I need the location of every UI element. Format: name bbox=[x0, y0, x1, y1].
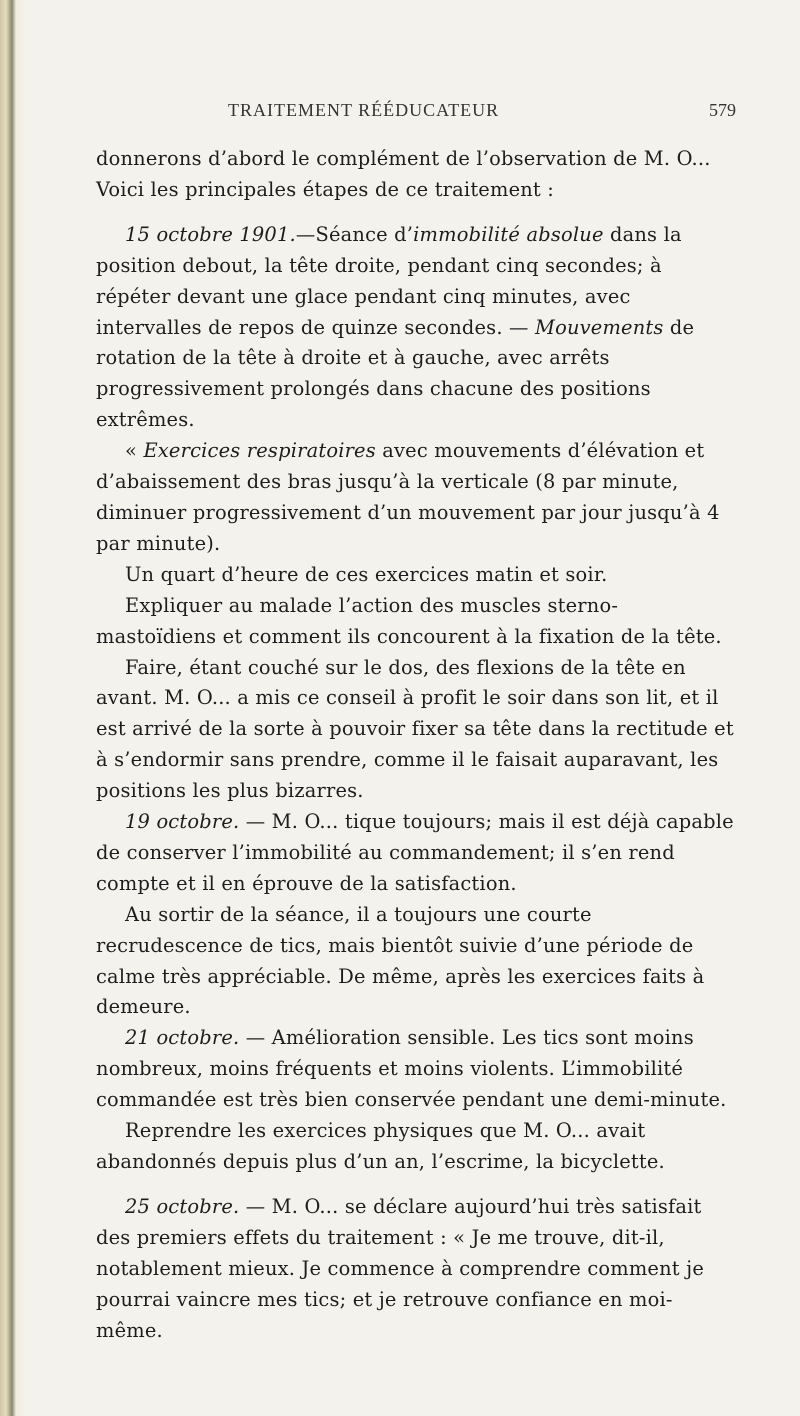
paragraph-reprendre: Reprendre les exercices physiques que M. O... avait abandonnés depuis plus d’un an, l’escrime, la bicyclette. bbox=[96, 1119, 665, 1173]
date-label: 19 octobre. bbox=[125, 810, 240, 834]
book-binding-edge bbox=[0, 0, 26, 1416]
paragraph-text: —Séance d’ bbox=[295, 222, 414, 246]
paragraph-text: — M. O... tique toujours; mais il est déjà capable de conserver l’immobilité au commandement; il s’en rend compte et il en éprouve de la satisfaction. bbox=[96, 810, 734, 895]
paragraph-text: — Amélioration sensible. Les tics sont moins nombreux, moins fréquents et moins violents. L’immobilité commandée est très bien conservée pendant une demi-minute. bbox=[96, 1026, 727, 1112]
emphasis-text: Exercices respiratoires bbox=[143, 439, 376, 463]
paragraph-15-octobre bbox=[96, 220, 736, 436]
paragraph-au-sortir: Au sortir de la séance, il a toujours une courte recrudescence de tics, mais bientôt suivie d’une période de calme très appréciable. De même, après les exercices faits à demeure. bbox=[96, 902, 705, 1019]
date-label: 21 octobre. bbox=[125, 1026, 240, 1050]
paragraph-text: — M. O... se déclare aujourd’hui très satisfait des premiers effets du traitement : « Je me trouve, dit-il, notablement mieux. Je commence à comprendre comment je pourrai vaincre mes tics; et je retrouve confiance en moi-même. bbox=[96, 1194, 705, 1342]
paragraph-text: « bbox=[125, 439, 144, 463]
date-label: 15 octobre 1901. bbox=[125, 222, 296, 246]
date-label: 25 octobre. bbox=[125, 1194, 240, 1218]
paragraph-text: avec mouvements d’élévation et d’abaissement des bras jusqu’à la verticale (8 par minute, diminuer progressivement d’un mouvement par jour jusqu’à 4 par minute). bbox=[96, 439, 720, 555]
paragraph-faire: Faire, étant couché sur le dos, des flexions de la tête en avant. M. O... a mis ce conseil à profit le soir dans son lit, et il est arrivé de la sorte à pouvoir fixer sa tête dans la rectitude et à s’endormir sans prendre, comme il le faisait auparavant, les positions les plus bizarres. bbox=[96, 655, 734, 803]
running-header bbox=[96, 100, 736, 130]
paragraph-19-octobre bbox=[96, 807, 736, 900]
page-body bbox=[96, 144, 736, 1346]
paragraph-25-octobre bbox=[96, 1192, 736, 1347]
running-title: TRAITEMENT RÉÉDUCATEUR bbox=[228, 100, 500, 120]
emphasis-text: Mouvements bbox=[535, 315, 664, 339]
paragraph-quart-heure: Un quart d’heure de ces exercices matin et soir. bbox=[125, 562, 608, 586]
paragraph-21-octobre bbox=[96, 1023, 736, 1116]
page-number: 579 bbox=[709, 100, 736, 120]
paragraph-text: dans la position debout, la tête droite, pendant cinq secondes; à répéter devant une glace pendant cinq minutes, avec intervalles de repos de quinze secondes. — bbox=[96, 222, 682, 339]
paragraph-expliquer: Expliquer au malade l’action des muscles sterno-mastoïdiens et comment ils concourent à la fixation de la tête. bbox=[96, 593, 722, 648]
emphasis-text: immobilité absolue bbox=[413, 222, 604, 246]
paragraph-text: de rotation de la tête à droite et à gauche, avec arrêts progressivement prolongés dans chacune des positions extrêmes. bbox=[96, 315, 695, 432]
paragraph-exercices bbox=[96, 436, 736, 560]
paragraph-intro: donnerons d’abord le complément de l’observation de M. O... Voici les principales étapes de ce traitement : bbox=[96, 147, 711, 201]
